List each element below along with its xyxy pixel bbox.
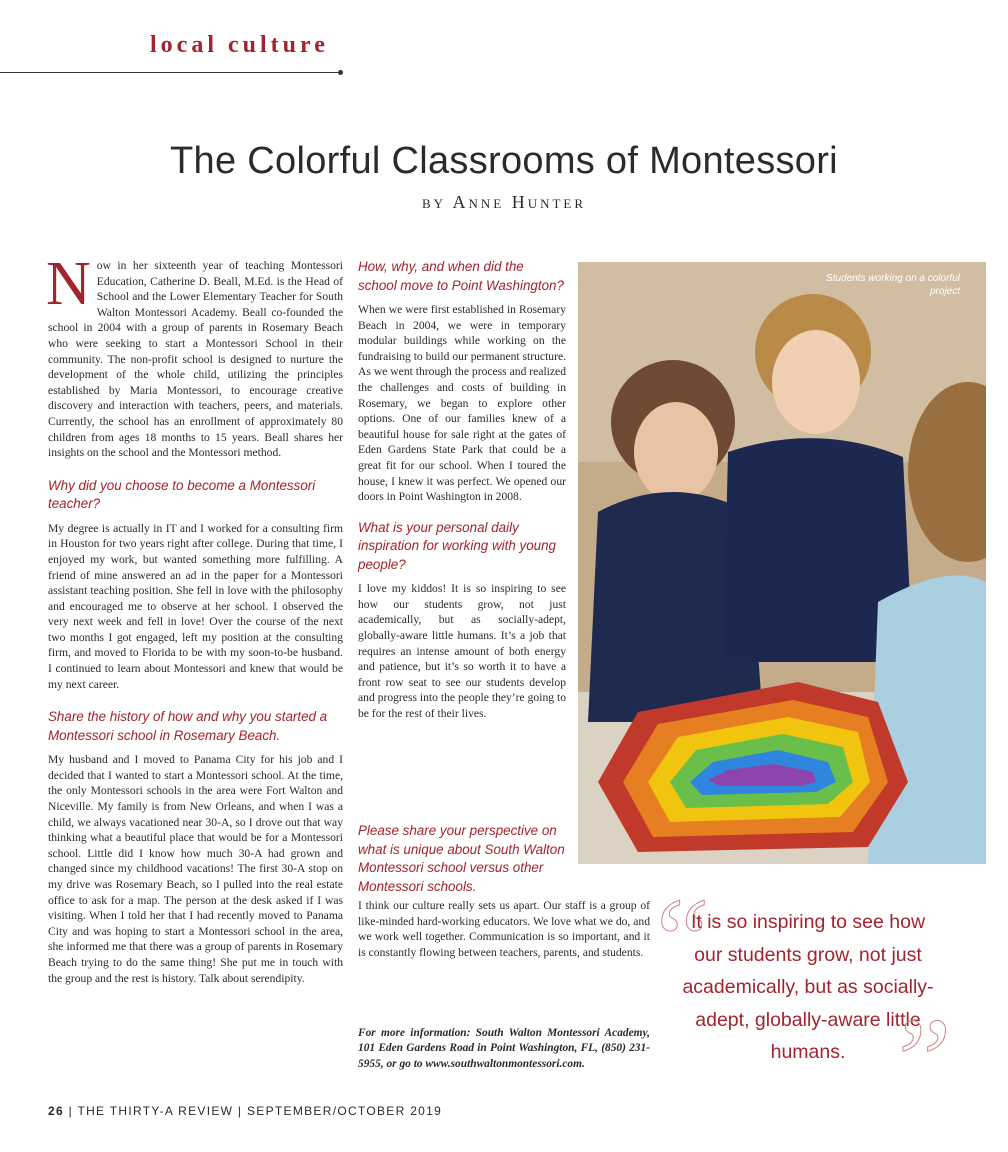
close-quote-icon: ” [898, 993, 952, 1126]
section-divider [0, 72, 340, 73]
classroom-photo [578, 262, 986, 864]
answer-paragraph: I think our culture really sets us apart. Our staff is a group of like-minded hard-working educators. We love what we do, and we work well together. Communication is so important, and it is constantly flowing between teachers, parents, and students. [358, 899, 650, 959]
question-heading: Please share your perspective on what is unique about South Walton Montessori school versus other Montessori schools. [358, 823, 565, 894]
photo-caption: Students working on a colorful project [826, 273, 960, 297]
question-heading: Share the history of how and why you started a Montessori school in Rosemary Beach. [48, 709, 328, 743]
page-footer [48, 1104, 442, 1118]
article-column-2 [358, 258, 566, 728]
photo-illustration [578, 262, 986, 864]
question-heading: Why did you choose to become a Montessori teacher? [48, 477, 316, 512]
issue-date: SEPTEMBER/OCTOBER 2019 [246, 1104, 443, 1118]
pull-quote: It is so inspiring to see how our students grow, not just academically, but as socially-adept, globally-aware little humans. [682, 911, 934, 1063]
open-quote-icon: “ [656, 873, 710, 1006]
intro-text: ow in her sixteenth year of teaching Montessori Education, Catherine D. Beall, M.Ed. is the Head of School and the Lower Elementary Teacher for South Walton Montessori Academy. Beall co-founded the school in 2004 with a group of parents in Rosemary Beach who were seeking to start a Montessori School in their community. The non-profit school is designed to nurture the development of the whole child, utilizing the principles established by Maria Montessori, to encourage creative discovery and interaction with teachers, peers, and materials. Currently, the school has an enrollment of approximately 80 children from ages 18 months to 15 years. Beall shares her insights on the school and the Montessori method. [48, 259, 343, 460]
page-number: 26 [48, 1104, 64, 1118]
answer-paragraph: My degree is actually in IT and I worked for a consulting firm in Houston for two years right after college. During that time, I enjoyed my work, but wanted something more fulfilling. A friend of mine answered an ad in the paper for a Montessori assistant teaching position. She fell in love with the philosophy and encouraged me to observe at her school. I observed the very next week and fell in love! Over the course of the next two months I got engaged, left my position at the consulting firm, and moved to Florida to be with my soon-to-be husband. I continued to learn about Montessori and knew that would be my next career. [48, 521, 343, 691]
answer-paragraph: When we were first established in Rosemary Beach in 2004, we were in temporary modular buildings while working on the fundraising to build our permanent structure. As we went through the process and realized the challenges and costs of building in Rosemary, we began to explore other options. One of our families knew of a beautiful house for sale right at the gates of Eden Gardens State Park that could be a great fit for our school. When I toured the house, I knew it was perfect. We opened our doors in Point Washington in 2008. [358, 303, 566, 504]
answer-paragraph: I love my kiddos! It is so inspiring to see how our students grow, not just academically, but as socially-adept, globally-aware little humans. It’s a job that requires an intense amount of both energy and patience, but it’s so worth it to have a front row seat to see our students develop and progress into the people they’re going to be for the rest of their lives. [358, 582, 566, 720]
article-byline: by Anne Hunter [421, 192, 587, 212]
footer-separator: | [237, 1104, 247, 1118]
divider-dot [338, 70, 343, 75]
section-label: local culture [150, 32, 329, 58]
footer-separator: | [68, 1104, 78, 1118]
drop-cap: N [46, 250, 91, 318]
intro-paragraph [46, 250, 343, 461]
question-heading: How, why, and when did the school move to Point Washington? [358, 259, 564, 293]
publication-name: THE THIRTY-A REVIEW [77, 1104, 234, 1118]
question-heading: What is your personal daily inspiration for working with young people? [358, 519, 556, 572]
article-title: The Colorful Classrooms of Montessori [170, 140, 838, 182]
answer-paragraph: My husband and I moved to Panama City for his job and I decided that I wanted to start a Montessori school. At the time, the only Montessori schools in the area were Fort Walton and Niceville. My family is from New Orleans, and when I was a child, we always vacationed near 30-A, so I drove out that way thinking what a beautiful place that would be for a Montessori school. Little did I know how much 30-A had grown and changed since my childhood vacations! The first 30-A stop on my drive was Rosemary Beach, so I pulled into the real estate office to ask for a map. The person at the desk asked if I was visiting. When I told her that I had recently moved to Panama City and was hoping to start a Montessori school in the area, she informed me that there was a group of parents in Rosemary Beach trying to do the same thing! She put me in touch with the group and the rest is history. Talk about serendipity. [48, 753, 343, 985]
article-column-1 [46, 250, 343, 992]
more-info-note: For more information: South Walton Montessori Academy, 101 Eden Gardens Road in Point Washington, FL, (850) 231-5955, or go to www.southwaltonmontessori.com. [358, 1027, 650, 1070]
